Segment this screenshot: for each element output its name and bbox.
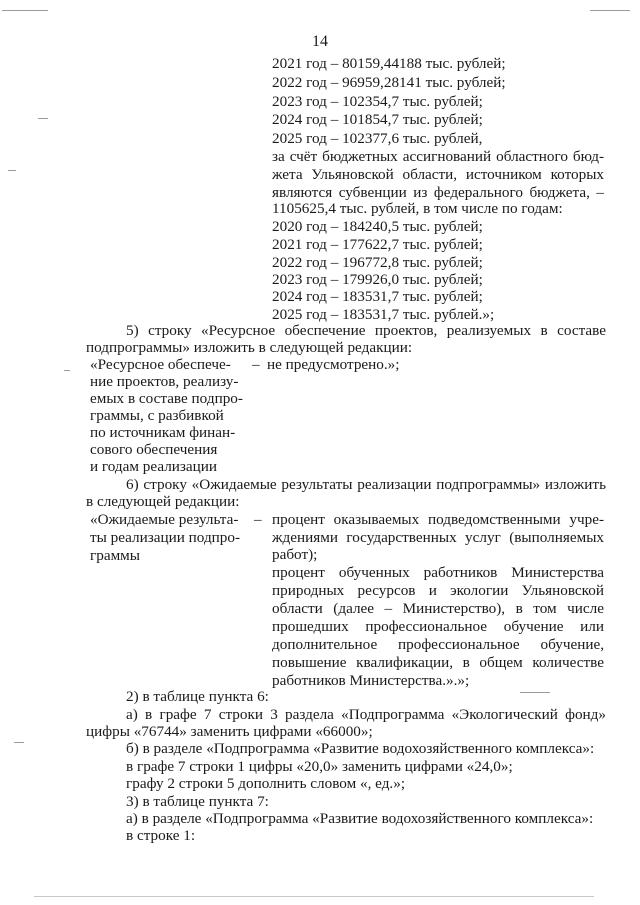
item5-paragraph-line: 5) строку «Ресурсное обеспечение проектов, реализуемых в составе [126,322,606,339]
item6-right-line: ждениями государственных услуг (выполняемых [272,529,604,546]
item5-left-line: «Ресурсное обеспече- [90,356,231,373]
tail-line: 3) в таблице пункта 7: [126,793,269,810]
item6-right-line: работников Министерства.».»; [272,672,470,689]
scan-speck [34,896,594,897]
tail-line: в строке 1: [126,827,196,844]
scan-speck [14,742,24,743]
funding-year-line: 2020 год – 184240,5 тыс. рублей; [272,218,483,235]
tail-line: б) в разделе «Подпрограмма «Развитие водохозяйственного комплекса»: [126,740,595,757]
budget-text-line: являются субвенции из федерального бюджета, – [272,184,604,201]
item6-left-line: ты реализации подпро- [90,529,241,546]
item6-left-line: граммы [90,547,140,564]
item6-paragraph-line: 6) строку «Ожидаемые результаты реализации подпрограммы» изложить [126,476,606,493]
funding-year-line: 2022 год – 196772,8 тыс. рублей; [272,254,483,271]
tail-line: графу 2 строки 5 дополнить словом «, ед.»; [126,775,406,792]
tail-line: а) в разделе «Подпрограмма «Развитие водохозяйственного комплекса»: [126,810,594,827]
funding-top-line: 2024 год – 101854,7 тыс. рублей; [272,111,483,128]
scan-speck [590,10,630,11]
item6-right-line: дополнительное профессиональное обучение, [272,636,604,653]
tail-line: 2) в таблице пункта 6: [126,688,269,705]
item6-right-line: области (далее – Министерство), в том числе [272,600,604,617]
item6-right-line: процент обученных работников Министерства [272,564,604,581]
funding-top-line: 2021 год – 80159,44188 тыс. рублей; [272,55,506,72]
item6-right-line: природных ресурсов и экологии Ульяновской [272,582,604,599]
item6-right-line: работ); [272,546,318,563]
item6-paragraph-line: в следующей редакции: [86,493,240,510]
scan-speck [2,10,48,11]
budget-text-line: за счёт бюджетных ассигнований областного бюд- [272,148,604,165]
funding-top-line: 2022 год – 96959,28141 тыс. рублей; [272,74,506,91]
tail-line: цифры «76744» заменить цифрами «66000»; [86,723,373,740]
item5-right-text: не предусмотрено.»; [267,356,400,373]
scan-speck [520,692,550,693]
item5-left-line: сового обеспечения [90,441,218,458]
item5-left-line: ние проектов, реализу- [90,373,239,390]
item6-dash: – [254,511,262,528]
tail-line: а) в графе 7 строки 3 раздела «Подпрограмма «Экологический фонд» [126,706,606,723]
budget-text-line: 1105625,4 тыс. рублей, в том числе по годам: [272,200,563,217]
funding-year-line: 2024 год – 183531,7 тыс. рублей; [272,288,483,305]
item5-left-line: емых в составе подпро- [90,390,243,407]
item5-dash: – [252,356,260,373]
scan-speck [38,118,48,119]
item6-right-line: процент оказываемых подведомственными учре- [272,511,604,528]
budget-text-line: жета Ульяновской области, источником которых [272,166,604,183]
funding-top-line: 2023 год – 102354,7 тыс. рублей; [272,93,483,110]
scan-speck [64,370,70,371]
item6-right-line: прошедших профессиональное обучение или [272,618,604,635]
funding-top-line: 2025 год – 102377,6 тыс. рублей, [272,130,483,147]
funding-year-line: 2023 год – 179926,0 тыс. рублей; [272,271,483,288]
tail-line: в графе 7 строки 1 цифры «20,0» заменить цифрами «24,0»; [126,758,513,775]
page-number: 14 [312,33,328,50]
funding-year-line: 2021 год – 177622,7 тыс. рублей; [272,236,483,253]
item5-left-line: граммы, с разбивкой [90,407,224,424]
item5-paragraph-line: подпрограммы» изложить в следующей редакции: [86,339,413,356]
item6-left-line: «Ожидаемые результа- [90,511,239,528]
item6-right-line: повышение квалификации, в общем количестве [272,654,604,671]
scan-speck [8,170,16,171]
item5-left-line: по источникам финан- [90,424,236,441]
funding-year-line: 2025 год – 183531,7 тыс. рублей.»; [272,306,495,323]
item5-left-line: и годам реализации [90,458,218,475]
